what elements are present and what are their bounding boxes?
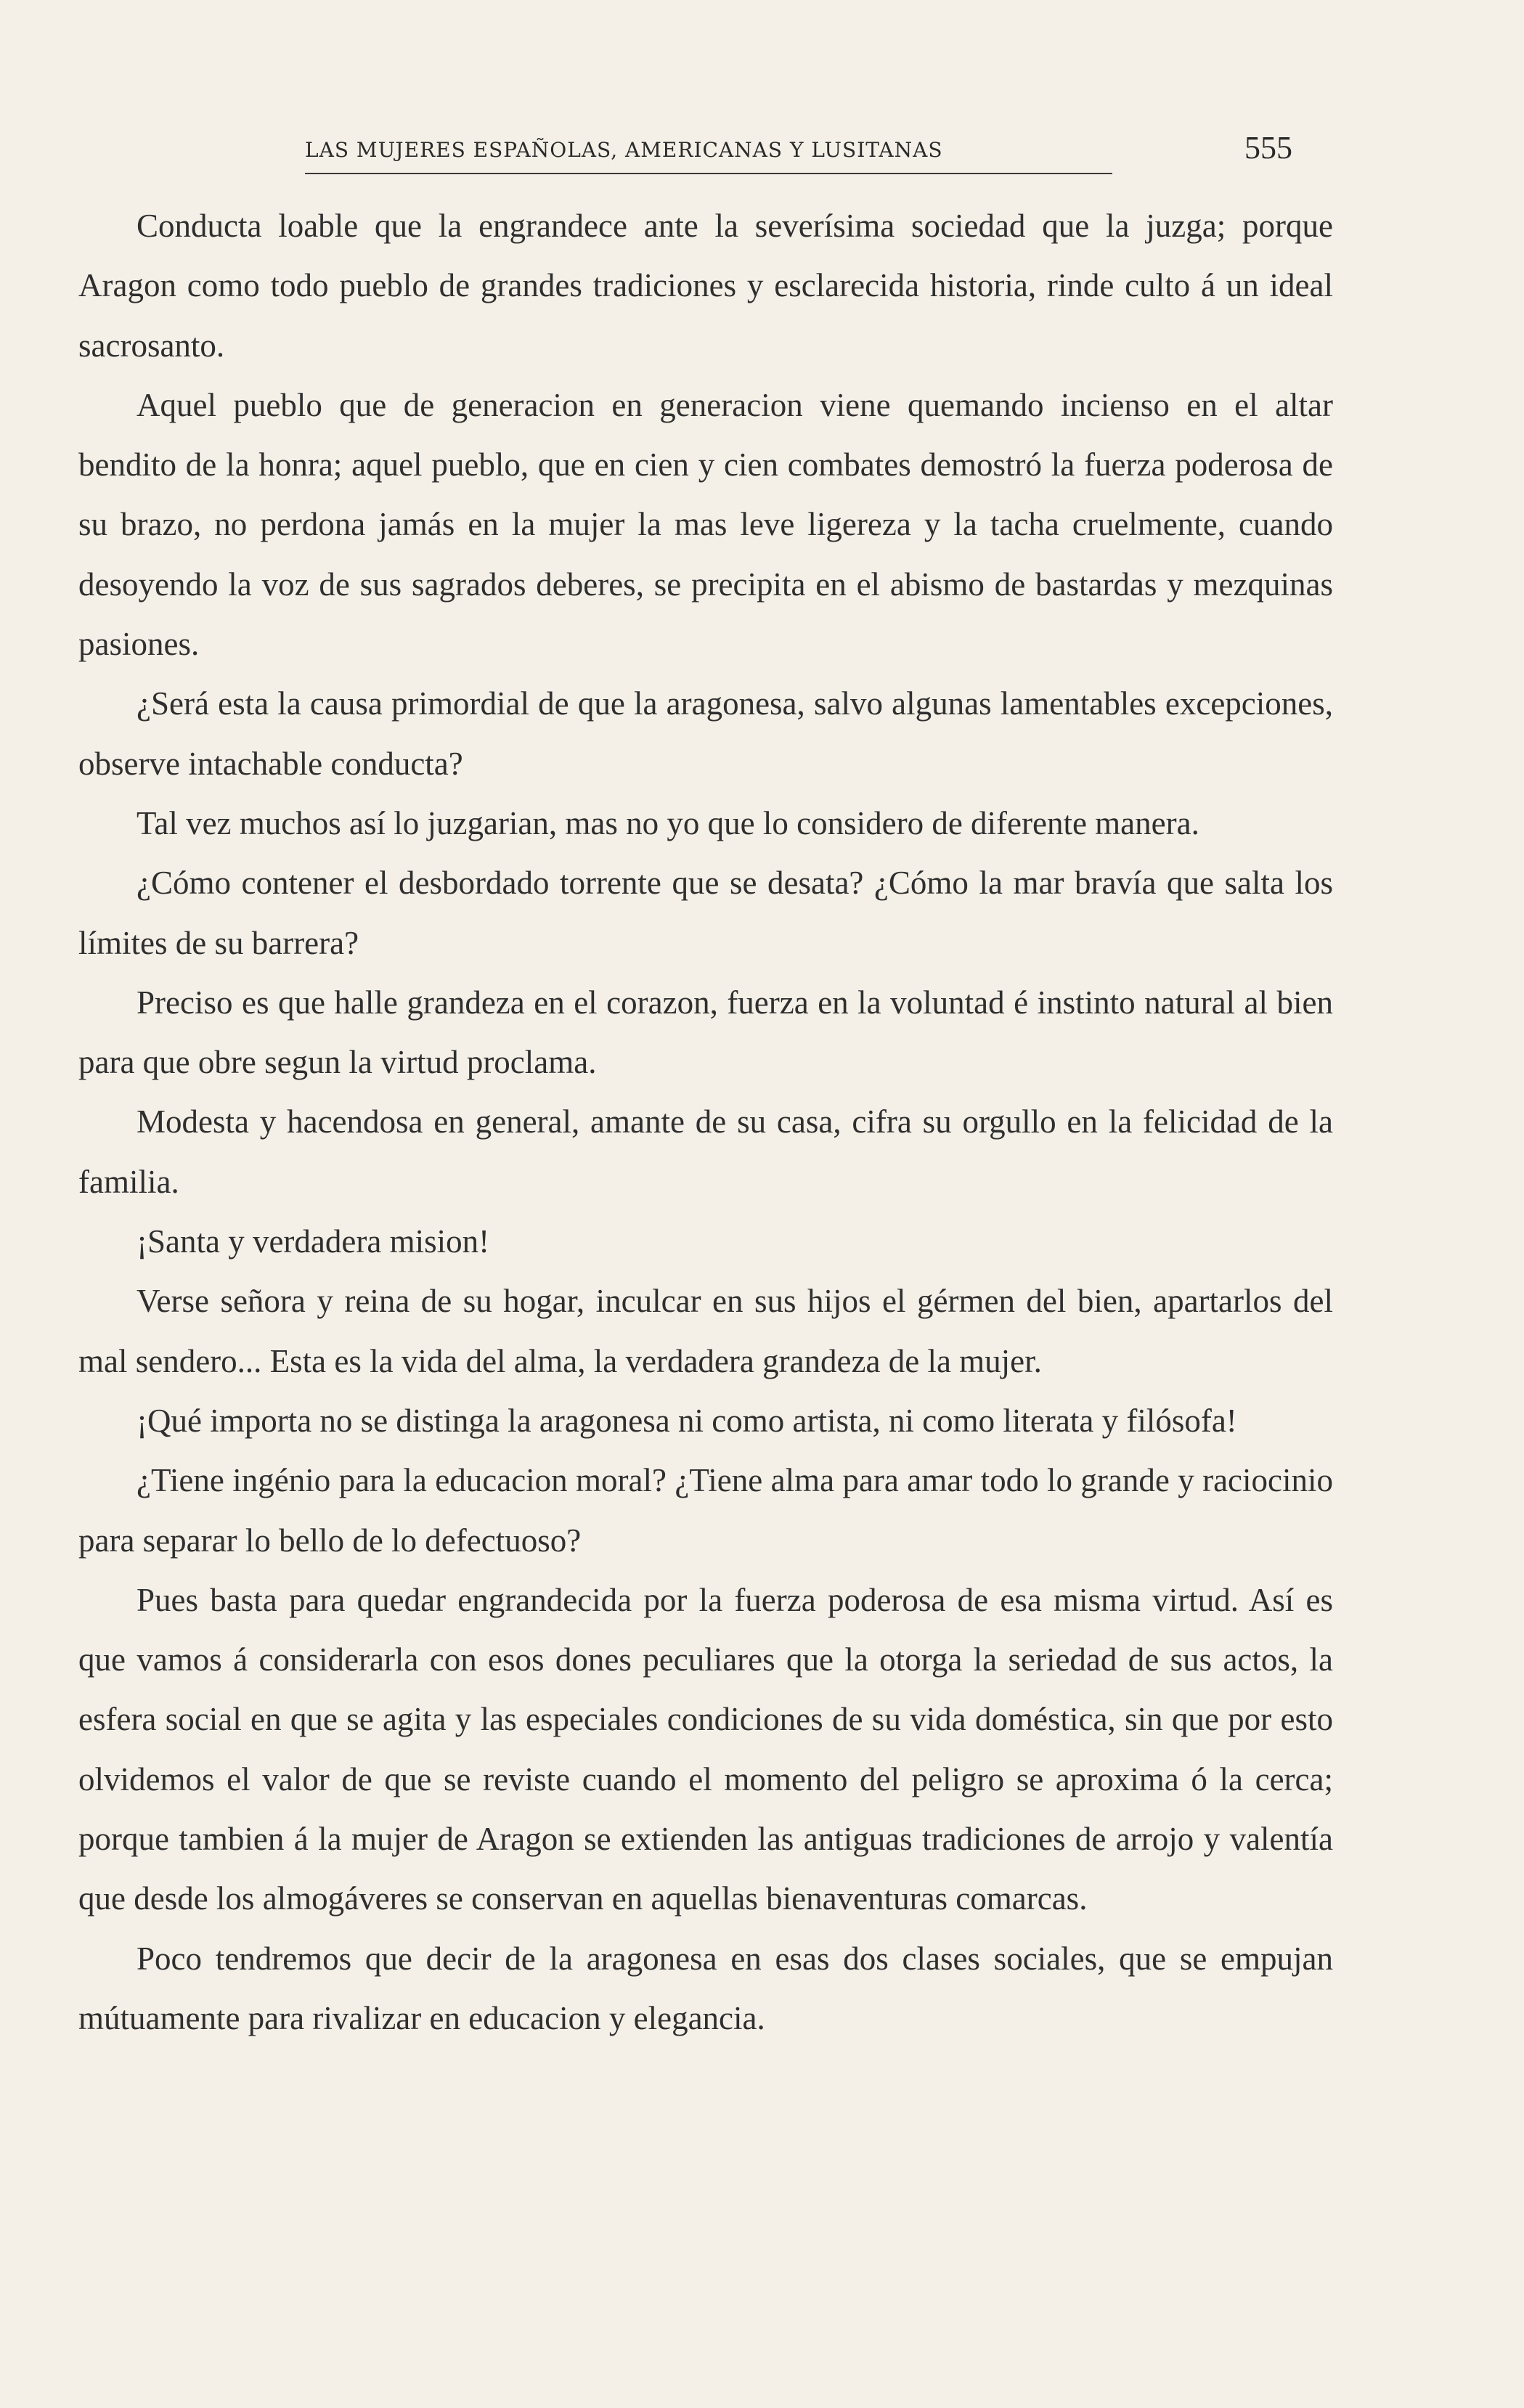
page-number: 555 bbox=[1244, 130, 1292, 166]
paragraph-10: ¡Qué importa no se distinga la aragonesa ni como artista, ni como literata y filósofa! bbox=[136, 1402, 1237, 1439]
paragraph-9: Verse señora y reina de su hogar, inculcar en sus hijos el gérmen del bien, apartarlos del mal sendero... Esta es la vida del alma, la verdadera grandeza de la mujer. bbox=[78, 1283, 1333, 1379]
paragraph-11: ¿Tiene ingénio para la educacion moral? ¿Tiene alma para amar todo lo grande y raciocinio para separar lo bello de lo defectuoso? bbox=[78, 1462, 1333, 1559]
paragraph-3: ¿Será esta la causa primordial de que la aragonesa, salvo algunas lamentables excepciones, observe intachable conducta? bbox=[78, 685, 1333, 782]
paragraph-6: Preciso es que halle grandeza en el corazon, fuerza en la voluntad é instinto natural al bien para que obre segun la virtud proclama. bbox=[78, 984, 1333, 1081]
paragraph-7: Modesta y hacendosa en general, amante de su casa, cifra su orgullo en la felicidad de la familia. bbox=[78, 1103, 1333, 1200]
paragraph-13: Poco tendremos que decir de la aragonesa en esas dos clases sociales, que se empujan mútuamente para rivalizar en educacion y elegancia. bbox=[78, 1940, 1333, 2036]
paragraph-5: ¿Cómo contener el desbordado torrente que se desata? ¿Cómo la mar bravía que salta los límites de su barrera? bbox=[78, 865, 1333, 961]
paragraph-12: Pues basta para quedar engrandecida por la fuerza poderosa de esa misma virtud. Así es que vamos á considerarla con esos dones peculiares que la otorga la seriedad de sus actos, la esfera social en que se agita y las especiales condiciones de su vida doméstica, sin que por esto olvidemos el valor de que se reviste cuando el momento del peligro se aproxima ó la cerca; porque tambien á la mujer de Aragon se extienden las antiguas tradiciones de arrojo y valentía que desde los almogáveres se conservan en aquellas bienaventuras comarcas. bbox=[78, 1581, 1333, 1917]
paragraph-2: Aquel pueblo que de generacion en generacion viene quemando incienso en el altar bendito de la honra; aquel pueblo, que en cien y cien combates demostró la fuerza poderosa de su brazo, no perdona jamás en la mujer la mas leve ligereza y la tacha cruelmente, cuando desoyendo la voz de sus sagrados deberes, se precipita en el abismo de bastardas y mezquinas pasiones. bbox=[78, 386, 1333, 663]
header-rule bbox=[305, 173, 1112, 174]
paragraph-1: Conducta loable que la engrandece ante la severísima sociedad que la juzga; porque Aragon como todo pueblo de grandes tradiciones y esclarecida historia, rinde culto á un ideal sacrosanto. bbox=[78, 208, 1333, 364]
paragraph-4: Tal vez muchos así lo juzgarian, mas no yo que lo considero de diferente manera. bbox=[136, 804, 1199, 841]
running-title: LAS MUJERES ESPAÑOLAS, AMERICANAS Y LUSITANAS bbox=[305, 138, 943, 162]
page-header bbox=[305, 129, 1292, 180]
body-text bbox=[78, 196, 1333, 2048]
paragraph-8: ¡Santa y verdadera mision! bbox=[136, 1223, 490, 1260]
